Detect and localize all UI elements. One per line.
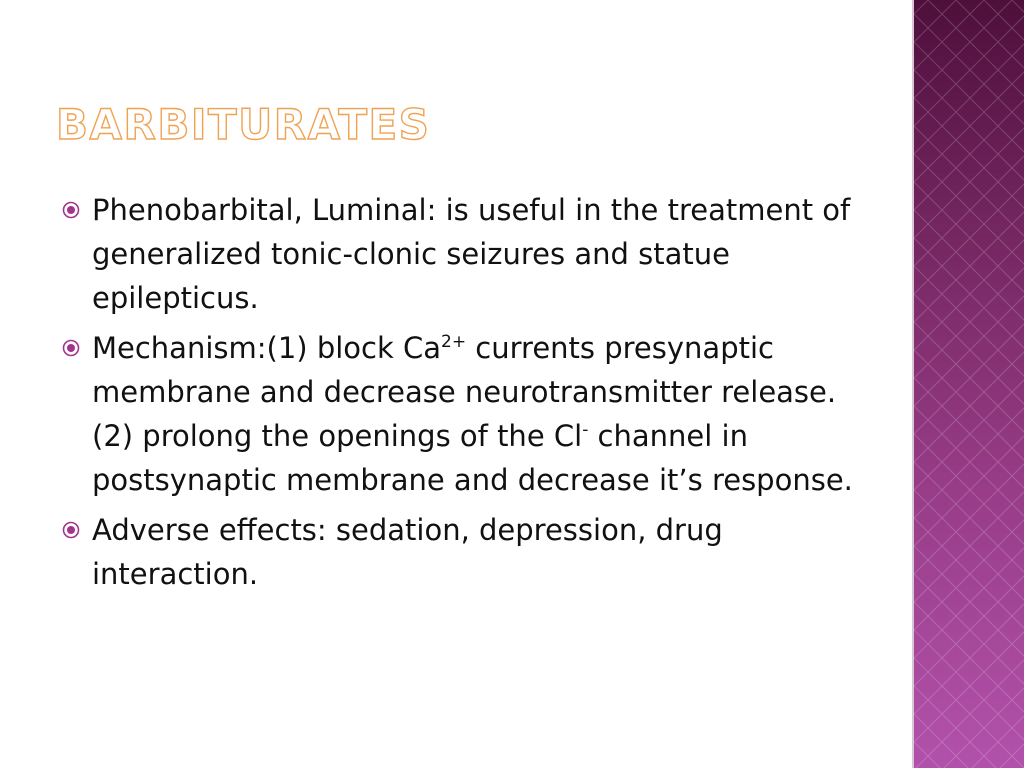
bullet-item-mechanism [62,326,862,502]
bullet-text: Adverse effects: sedation, depression, drug interaction. [92,513,723,591]
target-bullet-icon [62,339,80,357]
chloride-charge-superscript: - [582,420,589,440]
slide-title: BARBITURATES [56,100,431,149]
bullet-item-phenobarbital [62,188,862,320]
mechanism-text-part1: Mechanism:(1) block Ca [92,331,442,365]
mechanism-text-part3: channel in postsynaptic membrane and decrease it’s response. [92,419,853,497]
target-bullet-icon [62,521,80,539]
bullet-text [92,331,853,497]
bullet-list [62,188,862,602]
decorative-sidebar [912,0,1024,768]
diamond-pattern [914,0,1024,768]
calcium-charge-superscript: 2+ [441,332,467,352]
bullet-item-adverse-effects [62,508,862,596]
target-bullet-icon [62,201,80,219]
bullet-text: Phenobarbital, Luminal: is useful in the treatment of generalized tonic-clonic seizures and statue epilepticus. [92,193,851,315]
mechanism-text-part2: currents presynaptic membrane and decrease neurotransmitter release.(2) prolong the openings of the Cl [92,331,837,453]
